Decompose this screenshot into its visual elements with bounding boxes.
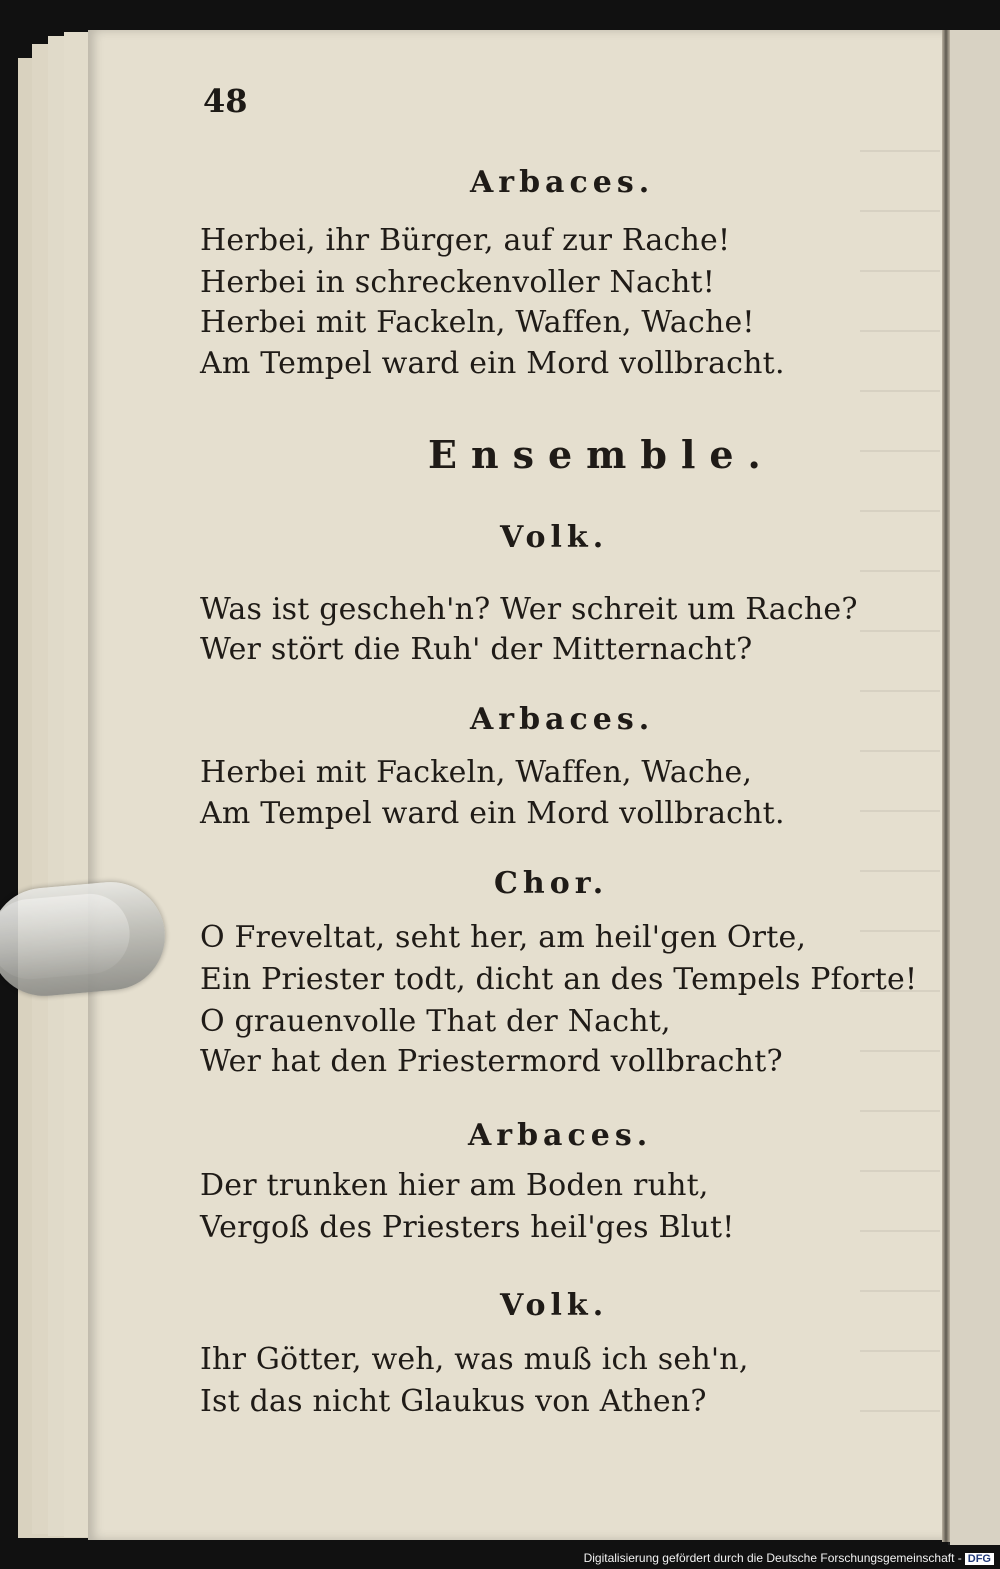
verse-line: Ein Priester todt, dicht an des Tempels Pforte!: [200, 962, 918, 997]
speaker-label: Arbaces.: [468, 1118, 653, 1153]
section-heading: Ensemble.: [428, 432, 775, 477]
verse-line: Herbei, ihr Bürger, auf zur Rache!: [200, 223, 731, 258]
speaker-label: Arbaces.: [470, 165, 655, 200]
verse-line: Ihr Götter, weh, was muß ich seh'n,: [200, 1342, 749, 1377]
verse-line: Was ist gescheh'n? Wer schreit um Rache?: [200, 592, 858, 627]
dfg-logo: DFG: [965, 1553, 994, 1565]
verse-line: Ist das nicht Glaukus von Athen?: [200, 1384, 707, 1419]
digitization-credit: [584, 1551, 994, 1565]
verse-line: Am Tempel ward ein Mord vollbracht.: [200, 346, 785, 381]
credit-text: Digitalisierung gefördert durch die Deutsche Forschungsgemeinschaft -: [583, 1551, 962, 1565]
speaker-label: Volk.: [500, 1288, 609, 1323]
verse-line: Der trunken hier am Boden ruht,: [200, 1168, 709, 1203]
verse-line: Herbei in schreckenvoller Nacht!: [200, 265, 716, 300]
speaker-label: Arbaces.: [470, 702, 655, 737]
verse-line: Herbei mit Fackeln, Waffen, Wache,: [200, 755, 753, 790]
page-number: 48: [203, 82, 248, 120]
book-page-right: [948, 30, 1000, 1545]
verse-line: O grauenvolle That der Nacht,: [200, 1004, 671, 1039]
book-gutter: [942, 30, 950, 1542]
bleed-through-text: [860, 150, 940, 1450]
clip-highlight: [0, 891, 133, 983]
speaker-label: Volk.: [500, 520, 609, 555]
verse-line: Vergoß des Priesters heil'ges Blut!: [200, 1210, 735, 1245]
speaker-label: Chor.: [494, 866, 609, 901]
verse-line: O Freveltat, seht her, am heil'gen Orte,: [200, 920, 807, 955]
verse-line: Wer stört die Ruh' der Mitternacht?: [200, 632, 753, 667]
verse-line: Am Tempel ward ein Mord vollbracht.: [200, 796, 785, 831]
verse-line: Herbei mit Fackeln, Waffen, Wache!: [200, 305, 755, 340]
verse-line: Wer hat den Priestermord vollbracht?: [200, 1044, 783, 1079]
